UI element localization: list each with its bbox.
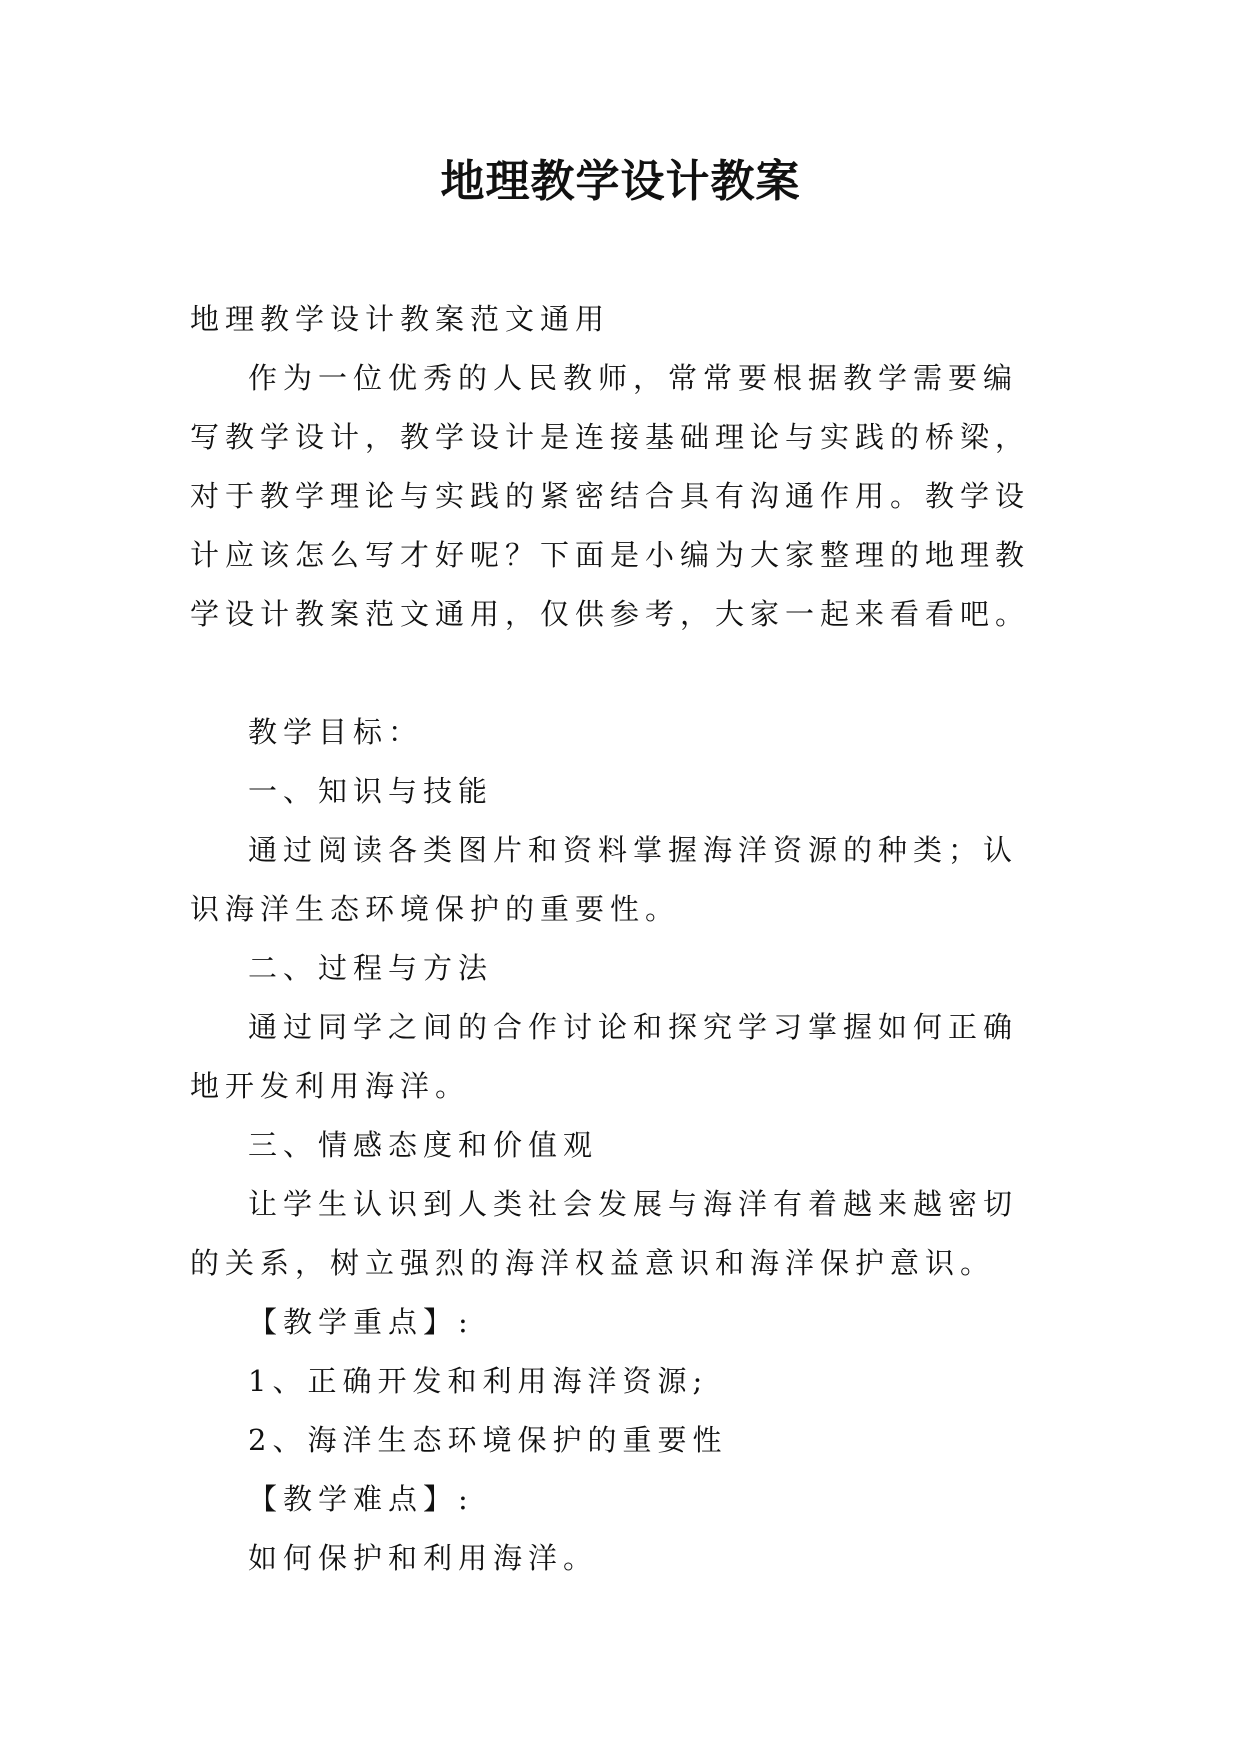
section2-text: 通过同学之间的合作讨论和探究学习掌握如何正确地开发利用海洋。 <box>190 1010 1019 1103</box>
section2-heading: 二、过程与方法 <box>248 951 494 985</box>
document-body <box>190 290 1052 1588</box>
key-point-1: 1、正确开发和利用海洋资源; <box>248 1364 709 1398</box>
difficulty-heading: 【教学难点】: <box>248 1482 474 1516</box>
document-subtitle: 地理教学设计教案范文通用 <box>190 302 611 336</box>
section1-heading: 一、知识与技能 <box>248 774 494 808</box>
section3-text: 让学生认识到人类社会发展与海洋有着越来越密切的关系，树立强烈的海洋权益意识和海洋保护意识。 <box>190 1187 1019 1280</box>
paragraph-spacer <box>190 644 1052 703</box>
section1-text: 通过阅读各类图片和资料掌握海洋资源的种类；认识海洋生态环境保护的重要性。 <box>190 833 1019 926</box>
document-title: 地理教学设计教案 <box>440 156 801 207</box>
section3-heading: 三、情感态度和价值观 <box>248 1128 599 1162</box>
intro-paragraph: 作为一位优秀的人民教师，常常要根据教学需要编写教学设计，教学设计是连接基础理论与实践的桥梁，对于教学理论与实践的紧密结合具有沟通作用。教学设计应该怎么写才好呢？下面是小编为大家整理的地理教学设计教案范文通用，仅供参考，大家一起来看看吧。 <box>190 361 1031 631</box>
difficulty-text: 如何保护和利用海洋。 <box>248 1541 599 1575</box>
goals-heading: 教学目标： <box>248 715 424 749</box>
key-point-2: 2、海洋生态环境保护的重要性 <box>248 1423 728 1457</box>
key-points-heading: 【教学重点】: <box>248 1305 474 1339</box>
